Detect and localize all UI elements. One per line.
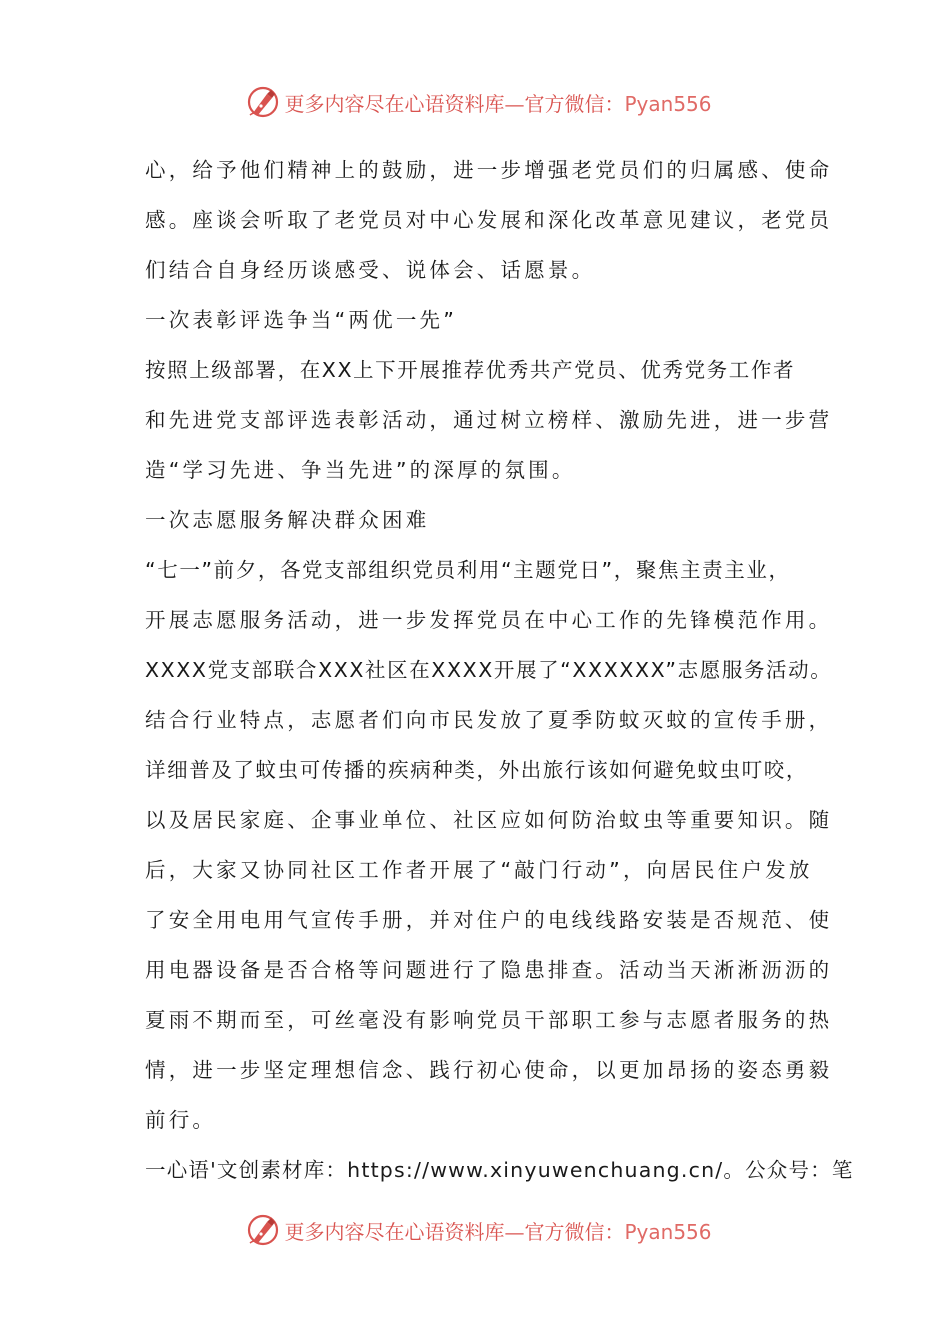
body-line: 用电器设备是否合格等问题进行了隐患排查。活动当天淅淅沥沥的 [145,958,833,982]
body-line: 感。座谈会听取了老党员对中心发展和深化改革意见建议，老党员 [145,208,833,232]
section-heading-volunteer: 一次志愿服务解决群众困难 [145,508,430,532]
source-url-line: 一心语'文创素材库：https://www.xinyuwenchuang.cn/。公众号：笔 [145,1158,854,1182]
header-wechat-id: Pyan556 [624,91,712,116]
header-banner [0,80,950,124]
body-line: 前行。 [145,1108,217,1132]
body-line: 以及居民家庭、企事业单位、社区应如何防治蚊虫等重要知识。随 [145,808,833,832]
body-line: 后，大家又协同社区工作者开展了“敲门行动”，向居民住户发放 [145,858,813,882]
body-line: 情，进一步坚定理想信念、践行初心使命，以更加昂扬的姿态勇毅 [145,1058,833,1082]
body-line: 了安全用电用气宣传手册，并对住户的电线线路安装是否规范、使 [145,908,833,932]
footer-wechat-id: Pyan556 [624,1219,712,1244]
body-line: 们结合自身经历谈感受、说体会、话愿景。 [145,258,596,282]
pen-nib-logo-icon [246,85,280,119]
footer-banner-inner [246,1213,711,1247]
body-line: 造“学习先进、争当先进”的深厚的氛围。 [145,458,576,482]
body-line: 按照上级部署，在XX上下开展推荐优秀共产党员、优秀党务工作者 [145,358,796,382]
body-line: “七一”前夕，各党支部组织党员利用“主题党日”，聚焦主责主业， [145,558,791,582]
body-line: 心，给予他们精神上的鼓励，进一步增强老党员们的归属感、使命 [145,158,833,182]
header-banner-text [284,88,711,117]
body-line: 详细普及了蚊虫可传播的疾病种类，外出旅行该如何避免蚊虫叮咬， [145,758,808,782]
footer-banner [0,1208,950,1252]
body-line: XXXX党支部联合XXX社区在XXXX开展了“XXXXXX”志愿服务活动。 [145,658,833,682]
section-heading-commendation: 一次表彰评选争当“两优一先” [145,308,458,332]
body-line: 和先进党支部评选表彰活动，通过树立榜样、激励先进，进一步营 [145,408,833,432]
pen-nib-logo-icon [246,1213,280,1247]
footer-banner-text [284,1216,711,1245]
document-body [145,145,854,1195]
footer-banner-label: 更多内容尽在心语资料库—官方微信： [284,1219,625,1244]
body-line: 结合行业特点，志愿者们向市民发放了夏季防蚊灭蚊的宣传手册， [145,708,833,732]
header-banner-label: 更多内容尽在心语资料库—官方微信： [284,91,625,116]
body-line: 夏雨不期而至，可丝毫没有影响党员干部职工参与志愿者服务的热 [145,1008,833,1032]
header-banner-inner [246,85,711,119]
body-line: 开展志愿服务活动，进一步发挥党员在中心工作的先锋模范作用。 [145,608,833,632]
